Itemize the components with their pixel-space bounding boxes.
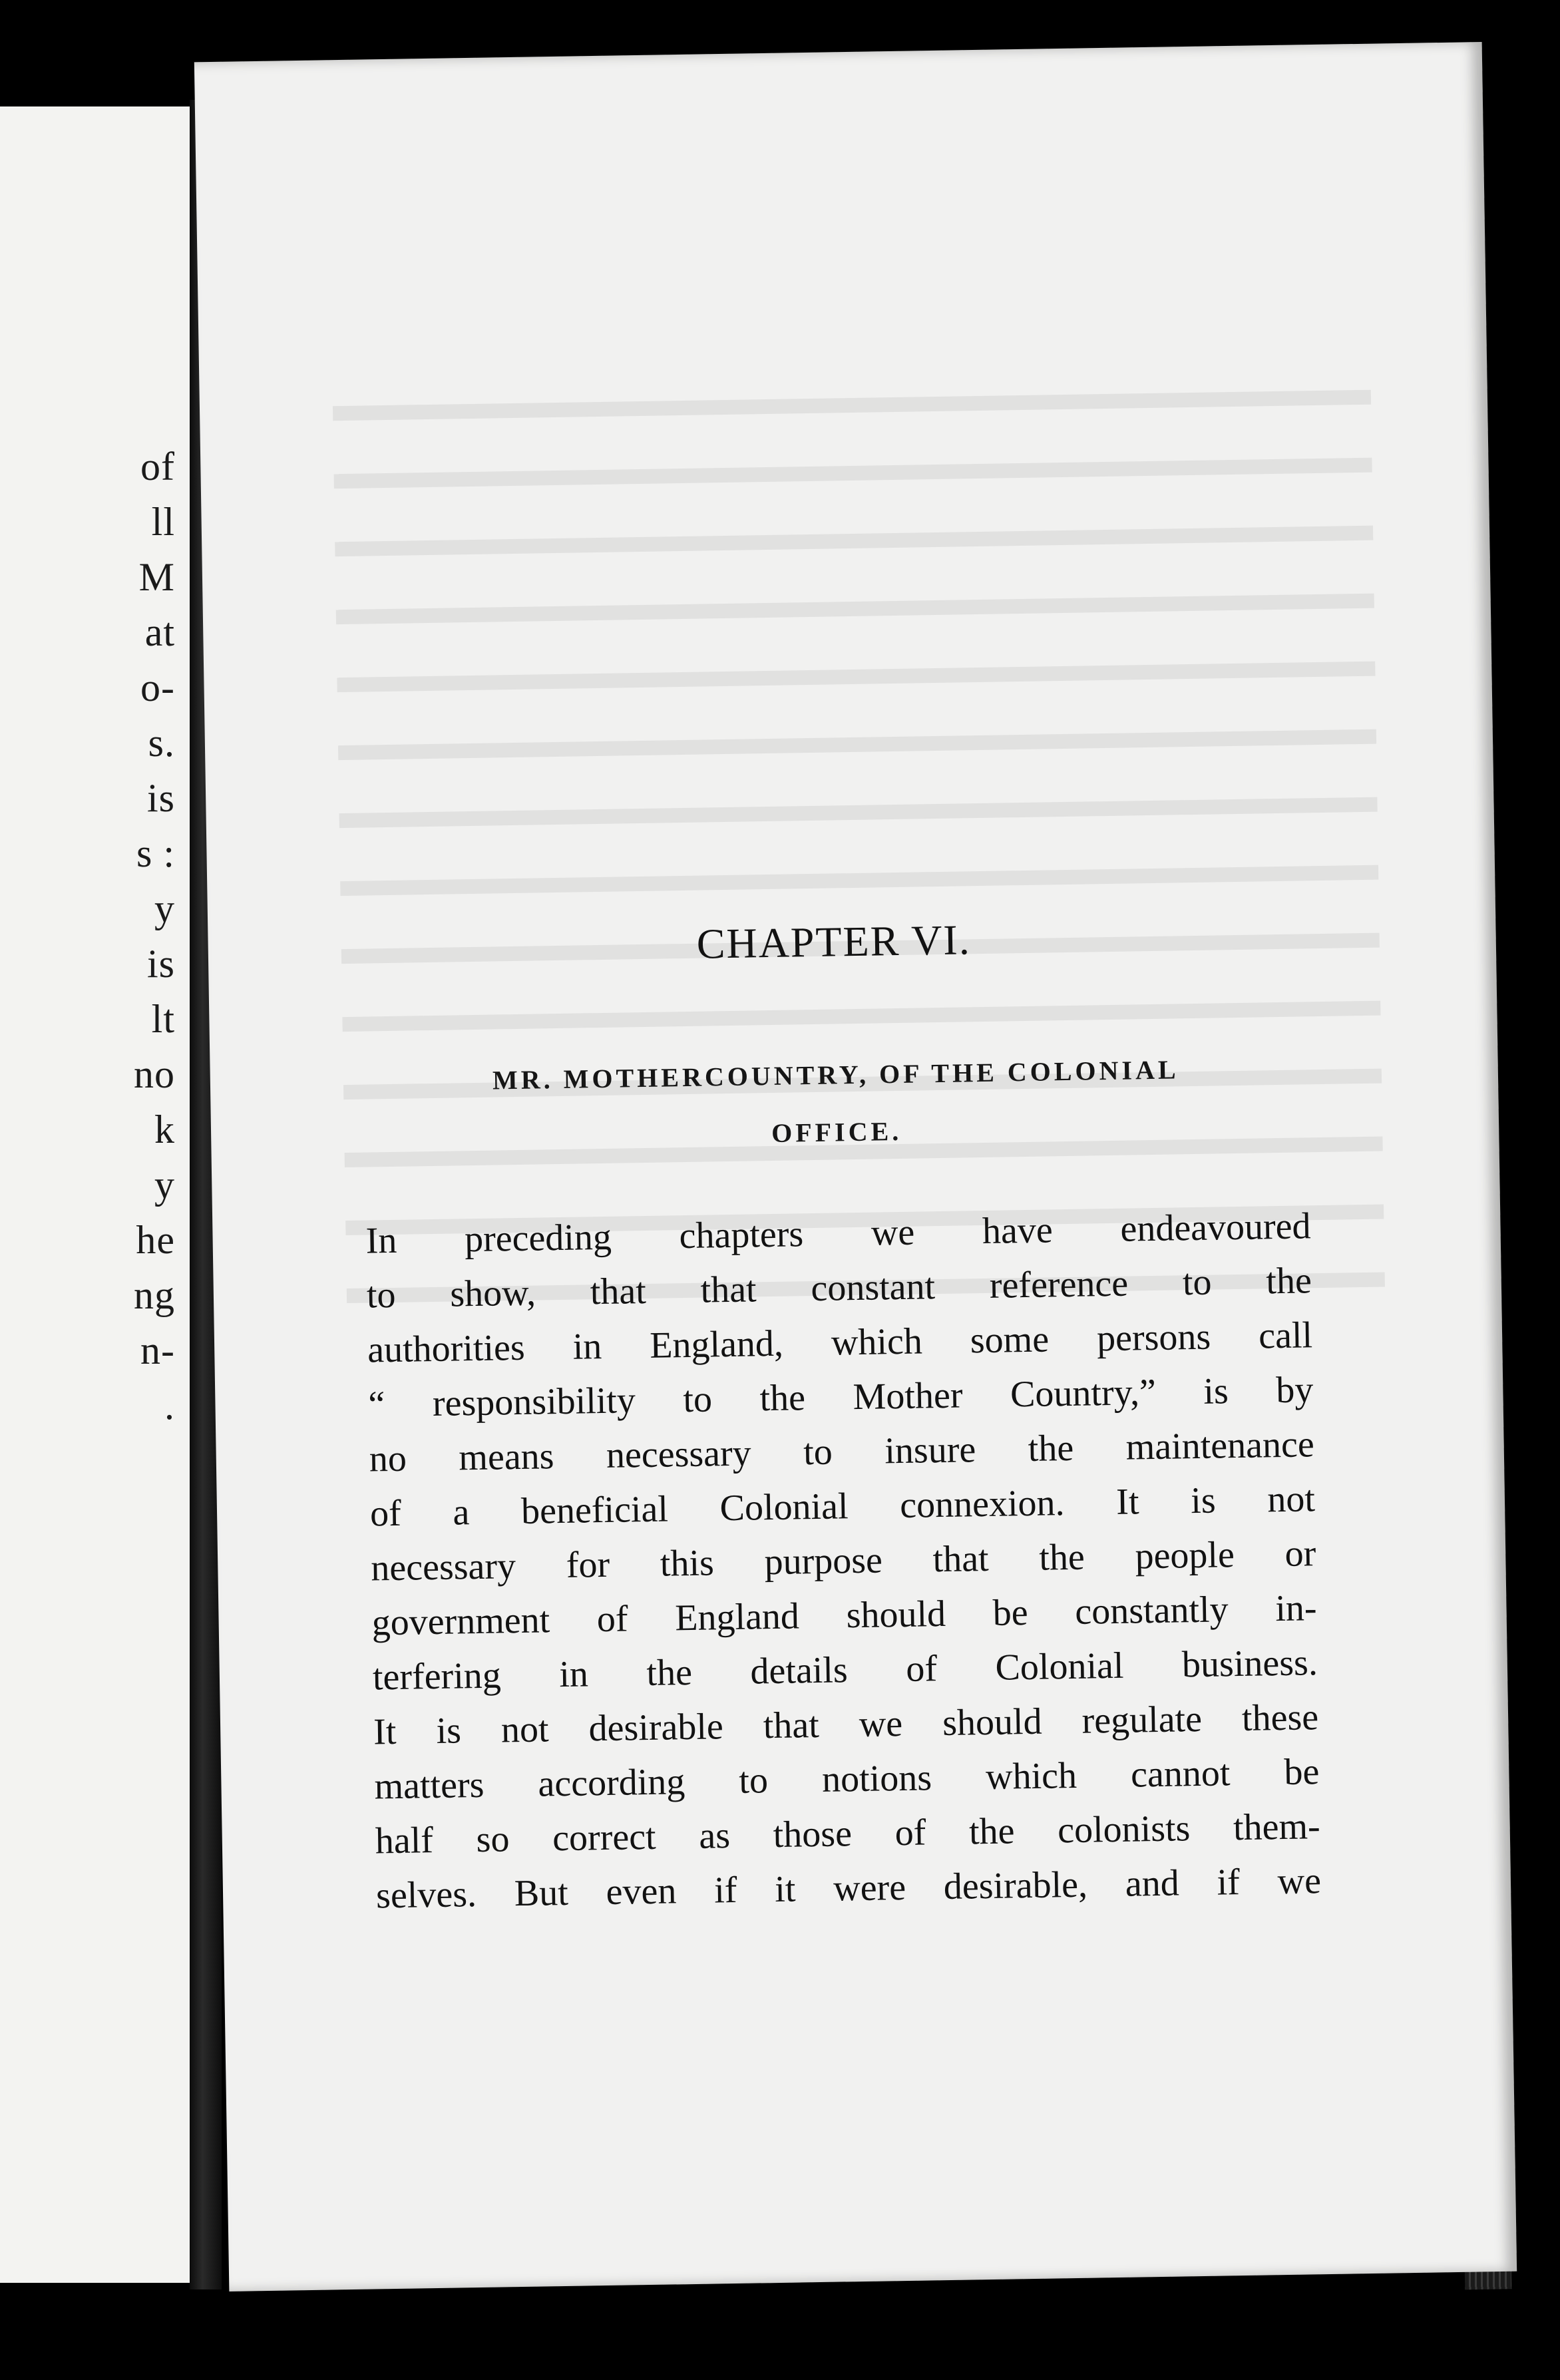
- left-fragment: k: [154, 1107, 175, 1151]
- left-fragment: y: [154, 1163, 175, 1207]
- left-facing-page: [0, 106, 207, 2283]
- body-line: selves. But even if it were desirable, and if we: [375, 1860, 1322, 1917]
- left-fragment: is: [146, 776, 175, 820]
- chapter-subtitle-line: OFFICE.: [771, 1115, 902, 1148]
- left-fragment: he: [136, 1218, 175, 1262]
- right-page: [194, 42, 1517, 2291]
- chapter-text-block: [361, 910, 1321, 1923]
- body-line: necessary for this purpose that the people or: [370, 1533, 1316, 1589]
- left-fragment: o-: [140, 666, 175, 709]
- left-fragment: lt: [151, 997, 175, 1041]
- left-fragment: no: [134, 1052, 175, 1096]
- body-line: In preceding chapters we have endeavoured: [365, 1205, 1311, 1262]
- left-fragment: n-: [140, 1328, 175, 1372]
- left-fragment: s :: [136, 831, 175, 875]
- body-line: authorities in England, which some persons call: [367, 1314, 1313, 1371]
- body-line: government of England should be constantly in-: [371, 1587, 1317, 1644]
- left-fragment: is: [146, 942, 175, 986]
- left-page-text-fragments: [0, 106, 190, 1434]
- body-line: no means necessary to insure the maintenance: [369, 1424, 1315, 1480]
- body-line: It is not desirable that we should regulate these: [373, 1696, 1319, 1753]
- left-fragment: at: [144, 610, 175, 654]
- body-line: “ responsibility to the Mother Country,” is by: [368, 1369, 1314, 1426]
- left-fragment: ng: [134, 1273, 175, 1317]
- body-line: terfering in the details of Colonial business.: [372, 1642, 1318, 1698]
- left-fragment: M: [138, 555, 175, 599]
- body-line: of a beneficial Colonial connexion. It is not: [369, 1478, 1316, 1535]
- left-fragment: y: [154, 887, 175, 930]
- chapter-title: CHAPTER VI.: [696, 916, 972, 968]
- left-fragment: of: [140, 445, 175, 489]
- body-line: matters according to notions which cannot be: [374, 1751, 1320, 1808]
- left-fragment: s.: [148, 721, 175, 765]
- left-fragment: ll: [151, 500, 175, 544]
- body-line: to show, that that constant reference to the: [366, 1260, 1312, 1316]
- left-fragment: .: [164, 1384, 175, 1428]
- chapter-subtitle: [363, 1039, 1310, 1168]
- body-line: half so correct as those of the colonists them-: [375, 1806, 1321, 1862]
- body-paragraph: [365, 1199, 1322, 1923]
- chapter-subtitle-line: MR. MOTHERCOUNTRY, OF THE COLONIAL: [492, 1054, 1179, 1095]
